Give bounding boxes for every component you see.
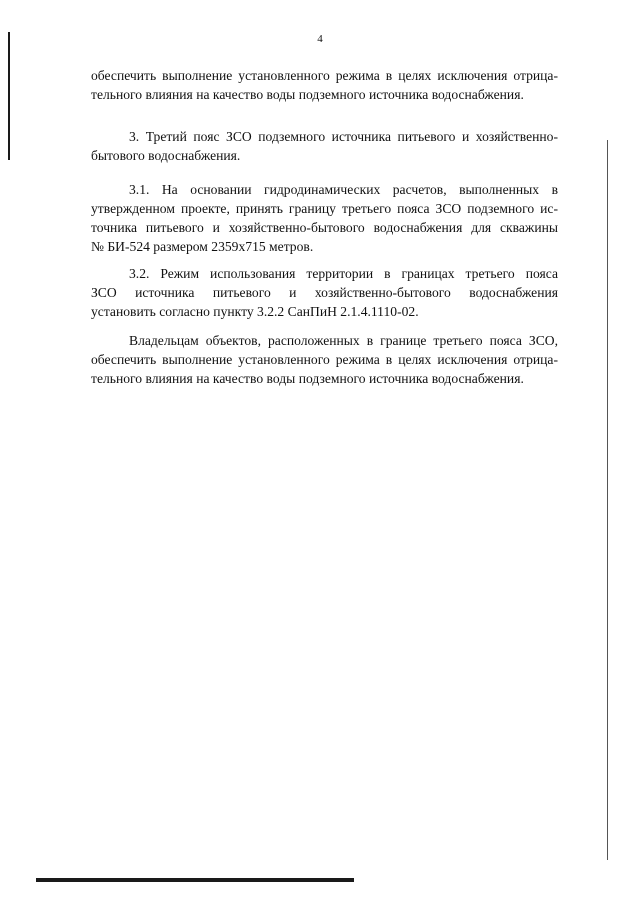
page-number: 4 [317,33,323,45]
text-line: 3.1. На основании гидродинамических расчетов, выполненных в [129,182,558,197]
text-line: обеспечить выполнение установленного режима в целях исключения отрица- [91,352,558,367]
text-line: тельного влияния на качество воды подземного источника водоснабжения. [91,87,524,102]
section-heading-3 [91,127,558,165]
clause-3-1 [91,180,558,256]
text-line: 3. Третий пояс ЗСО подземного источника питьевого и хозяйственно- [129,129,558,144]
owners-paragraph [91,331,558,388]
text-line: установить согласно пункту 3.2.2 СанПиН 2.1.4.1110-02. [91,304,419,319]
scan-bottom-bar [36,878,354,882]
text-line: № БИ-524 размером 2359x715 метров. [91,239,314,254]
text-line: 3.2. Режим использования территории в границах третьего пояса [129,266,558,281]
paragraph-continuation [91,66,558,104]
text-line: обеспечить выполнение установленного режима в целях исключения отрица- [91,68,558,83]
text-line: бытового водоснабжения. [91,148,241,163]
text-line: утвержденном проекте, принять границу третьего пояса ЗСО подземного ис- [91,201,558,216]
clause-3-2 [91,264,558,321]
scan-right-edge-line [607,140,608,860]
text-line: тельного влияния на качество воды подземного источника водоснабжения. [91,371,524,386]
scan-left-edge-line [8,32,10,160]
text-line: ЗСО источника питьевого и хозяйственно-бытового водоснабжения [91,285,558,300]
text-line: Владельцам объектов, расположенных в границе третьего пояса ЗСО, [129,333,558,348]
text-line: точника питьевого и хозяйственно-бытового водоснабжения для скважины [91,220,558,235]
